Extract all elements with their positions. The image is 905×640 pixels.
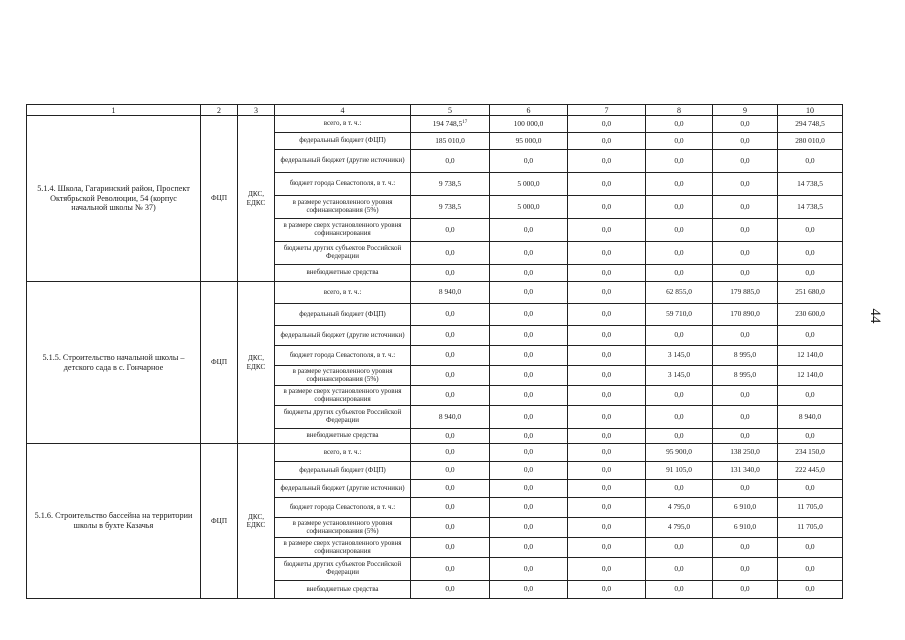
funding-source-cell: всего, в т. ч.: — [275, 282, 411, 304]
amount-cell-c6: 100 000,0 — [490, 116, 568, 133]
amount-cell-c9: 0,0 — [713, 150, 778, 173]
amount-cell-c8: 95 900,0 — [646, 444, 713, 462]
executor-cell: ДКС, ЕДКС — [238, 282, 275, 444]
amount-cell-c7: 0,0 — [568, 518, 646, 538]
amount-cell-c5: 0,0 — [411, 386, 490, 406]
amount-cell-c6: 5 000,0 — [490, 173, 568, 196]
amount-cell-c6: 0,0 — [490, 386, 568, 406]
amount-cell-c10: 0,0 — [778, 150, 843, 173]
amount-cell-c8: 0,0 — [646, 196, 713, 219]
amount-cell-c8: 91 105,0 — [646, 462, 713, 480]
amount-cell-c8: 0,0 — [646, 219, 713, 242]
amount-cell-c8: 0,0 — [646, 406, 713, 429]
amount-cell-c9: 0,0 — [713, 219, 778, 242]
funding-source-cell: федеральный бюджет (ФЦП) — [275, 133, 411, 150]
amount-cell-c5: 0,0 — [411, 346, 490, 366]
amount-cell-c7: 0,0 — [568, 386, 646, 406]
funding-source-cell: в размере сверх установленного уровня софинансирования — [275, 219, 411, 242]
amount-cell-c8: 0,0 — [646, 242, 713, 265]
amount-cell-c8: 0,0 — [646, 133, 713, 150]
col-header-7: 7 — [568, 105, 646, 116]
amount-cell-c7: 0,0 — [568, 498, 646, 518]
amount-cell-c5: 0,0 — [411, 242, 490, 265]
amount-cell-c8: 3 145,0 — [646, 346, 713, 366]
amount-cell-c6: 0,0 — [490, 462, 568, 480]
amount-cell-c9: 170 890,0 — [713, 304, 778, 326]
footnote-marker: 17 — [462, 119, 468, 125]
amount-cell-c6: 0,0 — [490, 558, 568, 581]
program-cell: ФЦП — [201, 282, 238, 444]
amount-value: 194 748,5 — [432, 118, 463, 128]
amount-cell-c5: 0,0 — [411, 366, 490, 386]
col-header-6: 6 — [490, 105, 568, 116]
amount-cell-c10: 234 150,0 — [778, 444, 843, 462]
amount-cell-c9: 0,0 — [713, 558, 778, 581]
amount-cell-c10: 11 705,0 — [778, 518, 843, 538]
amount-cell-c7: 0,0 — [568, 366, 646, 386]
amount-cell-c5: 0,0 — [411, 304, 490, 326]
funding-source-cell: в размере установленного уровня софинансирования (5%) — [275, 196, 411, 219]
funding-source-cell: бюджеты других субъектов Российской Федерации — [275, 406, 411, 429]
amount-cell-c7: 0,0 — [568, 304, 646, 326]
amount-cell-c6: 0,0 — [490, 265, 568, 282]
col-header-1: 1 — [27, 105, 201, 116]
amount-cell-c6: 0,0 — [490, 282, 568, 304]
amount-cell-c10: 0,0 — [778, 219, 843, 242]
amount-cell-c9: 138 250,0 — [713, 444, 778, 462]
amount-cell-c10: 0,0 — [778, 558, 843, 581]
amount-cell-c10: 0,0 — [778, 581, 843, 599]
amount-cell-c5: 0,0 — [411, 518, 490, 538]
funding-source-cell: внебюджетные средства — [275, 581, 411, 599]
amount-cell-c9: 6 910,0 — [713, 518, 778, 538]
col-header-2: 2 — [201, 105, 238, 116]
amount-cell-c9: 0,0 — [713, 581, 778, 599]
amount-cell-c7: 0,0 — [568, 133, 646, 150]
funding-source-cell: федеральный бюджет (другие источники) — [275, 480, 411, 498]
amount-cell-c6: 0,0 — [490, 219, 568, 242]
funding-source-cell: внебюджетные средства — [275, 429, 411, 444]
amount-cell-c6: 0,0 — [490, 498, 568, 518]
funding-source-cell: всего, в т. ч.: — [275, 116, 411, 133]
amount-cell-c5: 0,0 — [411, 498, 490, 518]
amount-cell-c10: 11 705,0 — [778, 498, 843, 518]
funding-source-cell: в размере сверх установленного уровня софинансирования — [275, 538, 411, 558]
amount-cell-c8: 0,0 — [646, 116, 713, 133]
amount-cell-c10: 222 445,0 — [778, 462, 843, 480]
amount-cell-c5: 0,0 — [411, 444, 490, 462]
funding-source-cell: бюджет города Севастополя, в т. ч.: — [275, 498, 411, 518]
amount-cell-c9: 0,0 — [713, 173, 778, 196]
executor-cell: ДКС, ЕДКС — [238, 116, 275, 282]
amount-cell-c5: 0,0 — [411, 480, 490, 498]
amount-cell-c6: 0,0 — [490, 444, 568, 462]
amount-cell-c7: 0,0 — [568, 346, 646, 366]
funding-source-cell: бюджеты других субъектов Российской Федерации — [275, 242, 411, 265]
amount-cell-c10: 14 738,5 — [778, 173, 843, 196]
amount-cell-c7: 0,0 — [568, 282, 646, 304]
amount-cell-c7: 0,0 — [568, 558, 646, 581]
amount-cell-c9: 8 995,0 — [713, 346, 778, 366]
amount-cell-c5: 0,0 — [411, 326, 490, 346]
table-body — [27, 105, 843, 599]
amount-cell-c7: 0,0 — [568, 116, 646, 133]
amount-cell-c6: 0,0 — [490, 326, 568, 346]
object-name-cell: 5.1.4. Школа, Гагаринский район, Проспект Октябрьской Революции, 54 (корпус начальной школы № 37) — [27, 116, 201, 282]
amount-cell-c9: 0,0 — [713, 406, 778, 429]
amount-cell-c8: 0,0 — [646, 581, 713, 599]
amount-cell-c10: 294 748,5 — [778, 116, 843, 133]
amount-cell-c5: 9 738,5 — [411, 196, 490, 219]
amount-cell-c7: 0,0 — [568, 265, 646, 282]
amount-cell-c6: 0,0 — [490, 480, 568, 498]
amount-cell-c7: 0,0 — [568, 429, 646, 444]
amount-cell-c8: 0,0 — [646, 558, 713, 581]
header-row — [27, 105, 843, 116]
amount-cell-c9: 0,0 — [713, 196, 778, 219]
amount-cell-c6: 0,0 — [490, 429, 568, 444]
amount-cell-c6: 0,0 — [490, 366, 568, 386]
amount-cell-c8: 4 795,0 — [646, 518, 713, 538]
amount-cell-c6: 0,0 — [490, 518, 568, 538]
amount-cell-c8: 0,0 — [646, 429, 713, 444]
amount-cell-c7: 0,0 — [568, 326, 646, 346]
amount-cell-c5: 0,0 — [411, 538, 490, 558]
amount-cell-c7: 0,0 — [568, 538, 646, 558]
amount-cell-c8: 0,0 — [646, 326, 713, 346]
amount-cell-c10: 0,0 — [778, 265, 843, 282]
amount-cell-c10: 12 140,0 — [778, 366, 843, 386]
amount-cell-c5 — [411, 116, 490, 133]
amount-cell-c7: 0,0 — [568, 406, 646, 429]
amount-cell-c6: 0,0 — [490, 346, 568, 366]
amount-cell-c5: 0,0 — [411, 150, 490, 173]
amount-cell-c10: 0,0 — [778, 326, 843, 346]
funding-source-cell: в размере сверх установленного уровня софинансирования — [275, 386, 411, 406]
amount-cell-c8: 59 710,0 — [646, 304, 713, 326]
amount-cell-c9: 179 885,0 — [713, 282, 778, 304]
amount-cell-c5: 0,0 — [411, 558, 490, 581]
amount-cell-c6: 0,0 — [490, 304, 568, 326]
amount-cell-c6: 0,0 — [490, 538, 568, 558]
amount-cell-c8: 3 145,0 — [646, 366, 713, 386]
amount-cell-c9: 0,0 — [713, 386, 778, 406]
object-name-cell: 5.1.5. Строительство начальной школы – детского сада в с. Гончарное — [27, 282, 201, 444]
amount-cell-c9: 0,0 — [713, 480, 778, 498]
col-header-3: 3 — [238, 105, 275, 116]
amount-cell-c5: 185 010,0 — [411, 133, 490, 150]
funding-source-cell: в размере установленного уровня софинансирования (5%) — [275, 366, 411, 386]
amount-cell-c7: 0,0 — [568, 150, 646, 173]
amount-cell-c8: 0,0 — [646, 265, 713, 282]
col-header-4: 4 — [275, 105, 411, 116]
amount-cell-c10: 0,0 — [778, 480, 843, 498]
budget-table — [26, 104, 843, 599]
funding-source-cell: федеральный бюджет (ФЦП) — [275, 304, 411, 326]
amount-cell-c7: 0,0 — [568, 173, 646, 196]
amount-cell-c7: 0,0 — [568, 480, 646, 498]
amount-cell-c9: 8 995,0 — [713, 366, 778, 386]
amount-cell-c10: 0,0 — [778, 386, 843, 406]
col-header-8: 8 — [646, 105, 713, 116]
amount-cell-c9: 0,0 — [713, 116, 778, 133]
amount-cell-c10: 0,0 — [778, 538, 843, 558]
amount-cell-c10: 0,0 — [778, 242, 843, 265]
table-row — [27, 282, 843, 304]
amount-cell-c9: 0,0 — [713, 326, 778, 346]
amount-cell-c8: 62 855,0 — [646, 282, 713, 304]
amount-cell-c10: 8 940,0 — [778, 406, 843, 429]
amount-cell-c6: 0,0 — [490, 581, 568, 599]
col-header-5: 5 — [411, 105, 490, 116]
amount-cell-c9: 6 910,0 — [713, 498, 778, 518]
amount-cell-c5: 0,0 — [411, 581, 490, 599]
amount-cell-c5: 8 940,0 — [411, 406, 490, 429]
amount-cell-c5: 0,0 — [411, 429, 490, 444]
funding-source-cell: федеральный бюджет (ФЦП) — [275, 462, 411, 480]
amount-cell-c8: 0,0 — [646, 150, 713, 173]
amount-cell-c9: 0,0 — [713, 429, 778, 444]
amount-cell-c5: 0,0 — [411, 265, 490, 282]
amount-cell-c10: 12 140,0 — [778, 346, 843, 366]
funding-source-cell: бюджет города Севастополя, в т. ч.: — [275, 346, 411, 366]
funding-source-cell: федеральный бюджет (другие источники) — [275, 326, 411, 346]
amount-cell-c10: 251 680,0 — [778, 282, 843, 304]
amount-cell-c5: 0,0 — [411, 462, 490, 480]
amount-cell-c5: 8 940,0 — [411, 282, 490, 304]
amount-cell-c6: 0,0 — [490, 242, 568, 265]
amount-cell-c9: 0,0 — [713, 265, 778, 282]
amount-cell-c7: 0,0 — [568, 196, 646, 219]
amount-cell-c7: 0,0 — [568, 242, 646, 265]
funding-source-cell: внебюджетные средства — [275, 265, 411, 282]
amount-cell-c8: 0,0 — [646, 480, 713, 498]
amount-cell-c6: 0,0 — [490, 406, 568, 429]
funding-source-cell: бюджеты других субъектов Российской Федерации — [275, 558, 411, 581]
program-cell: ФЦП — [201, 444, 238, 599]
amount-cell-c5: 0,0 — [411, 219, 490, 242]
amount-cell-c7: 0,0 — [568, 462, 646, 480]
amount-cell-c7: 0,0 — [568, 581, 646, 599]
amount-cell-c7: 0,0 — [568, 444, 646, 462]
funding-source-cell: всего, в т. ч.: — [275, 444, 411, 462]
amount-cell-c9: 131 340,0 — [713, 462, 778, 480]
amount-cell-c10: 280 010,0 — [778, 133, 843, 150]
funding-source-cell: бюджет города Севастополя, в т. ч.: — [275, 173, 411, 196]
amount-cell-c9: 0,0 — [713, 133, 778, 150]
amount-cell-c9: 0,0 — [713, 242, 778, 265]
amount-cell-c8: 0,0 — [646, 173, 713, 196]
funding-source-cell: в размере установленного уровня софинансирования (5%) — [275, 518, 411, 538]
amount-cell-c8: 4 795,0 — [646, 498, 713, 518]
amount-cell-c10: 230 600,0 — [778, 304, 843, 326]
amount-cell-c10: 14 738,5 — [778, 196, 843, 219]
amount-cell-c9: 0,0 — [713, 538, 778, 558]
amount-cell-c7: 0,0 — [568, 219, 646, 242]
col-header-10: 10 — [778, 105, 843, 116]
amount-cell-c6: 0,0 — [490, 150, 568, 173]
object-name-cell: 5.1.6. Строительство бассейна на территории школы в бухте Казачья — [27, 444, 201, 599]
table-row — [27, 444, 843, 462]
amount-cell-c10: 0,0 — [778, 429, 843, 444]
table-row — [27, 116, 843, 133]
program-cell: ФЦП — [201, 116, 238, 282]
amount-cell-c8: 0,0 — [646, 386, 713, 406]
funding-source-cell: федеральный бюджет (другие источники) — [275, 150, 411, 173]
col-header-9: 9 — [713, 105, 778, 116]
amount-cell-c8: 0,0 — [646, 538, 713, 558]
amount-cell-c6: 95 000,0 — [490, 133, 568, 150]
executor-cell: ДКС, ЕДКС — [238, 444, 275, 599]
amount-cell-c5: 9 738,5 — [411, 173, 490, 196]
page-number: 44 — [867, 308, 883, 324]
amount-cell-c6: 5 000,0 — [490, 196, 568, 219]
